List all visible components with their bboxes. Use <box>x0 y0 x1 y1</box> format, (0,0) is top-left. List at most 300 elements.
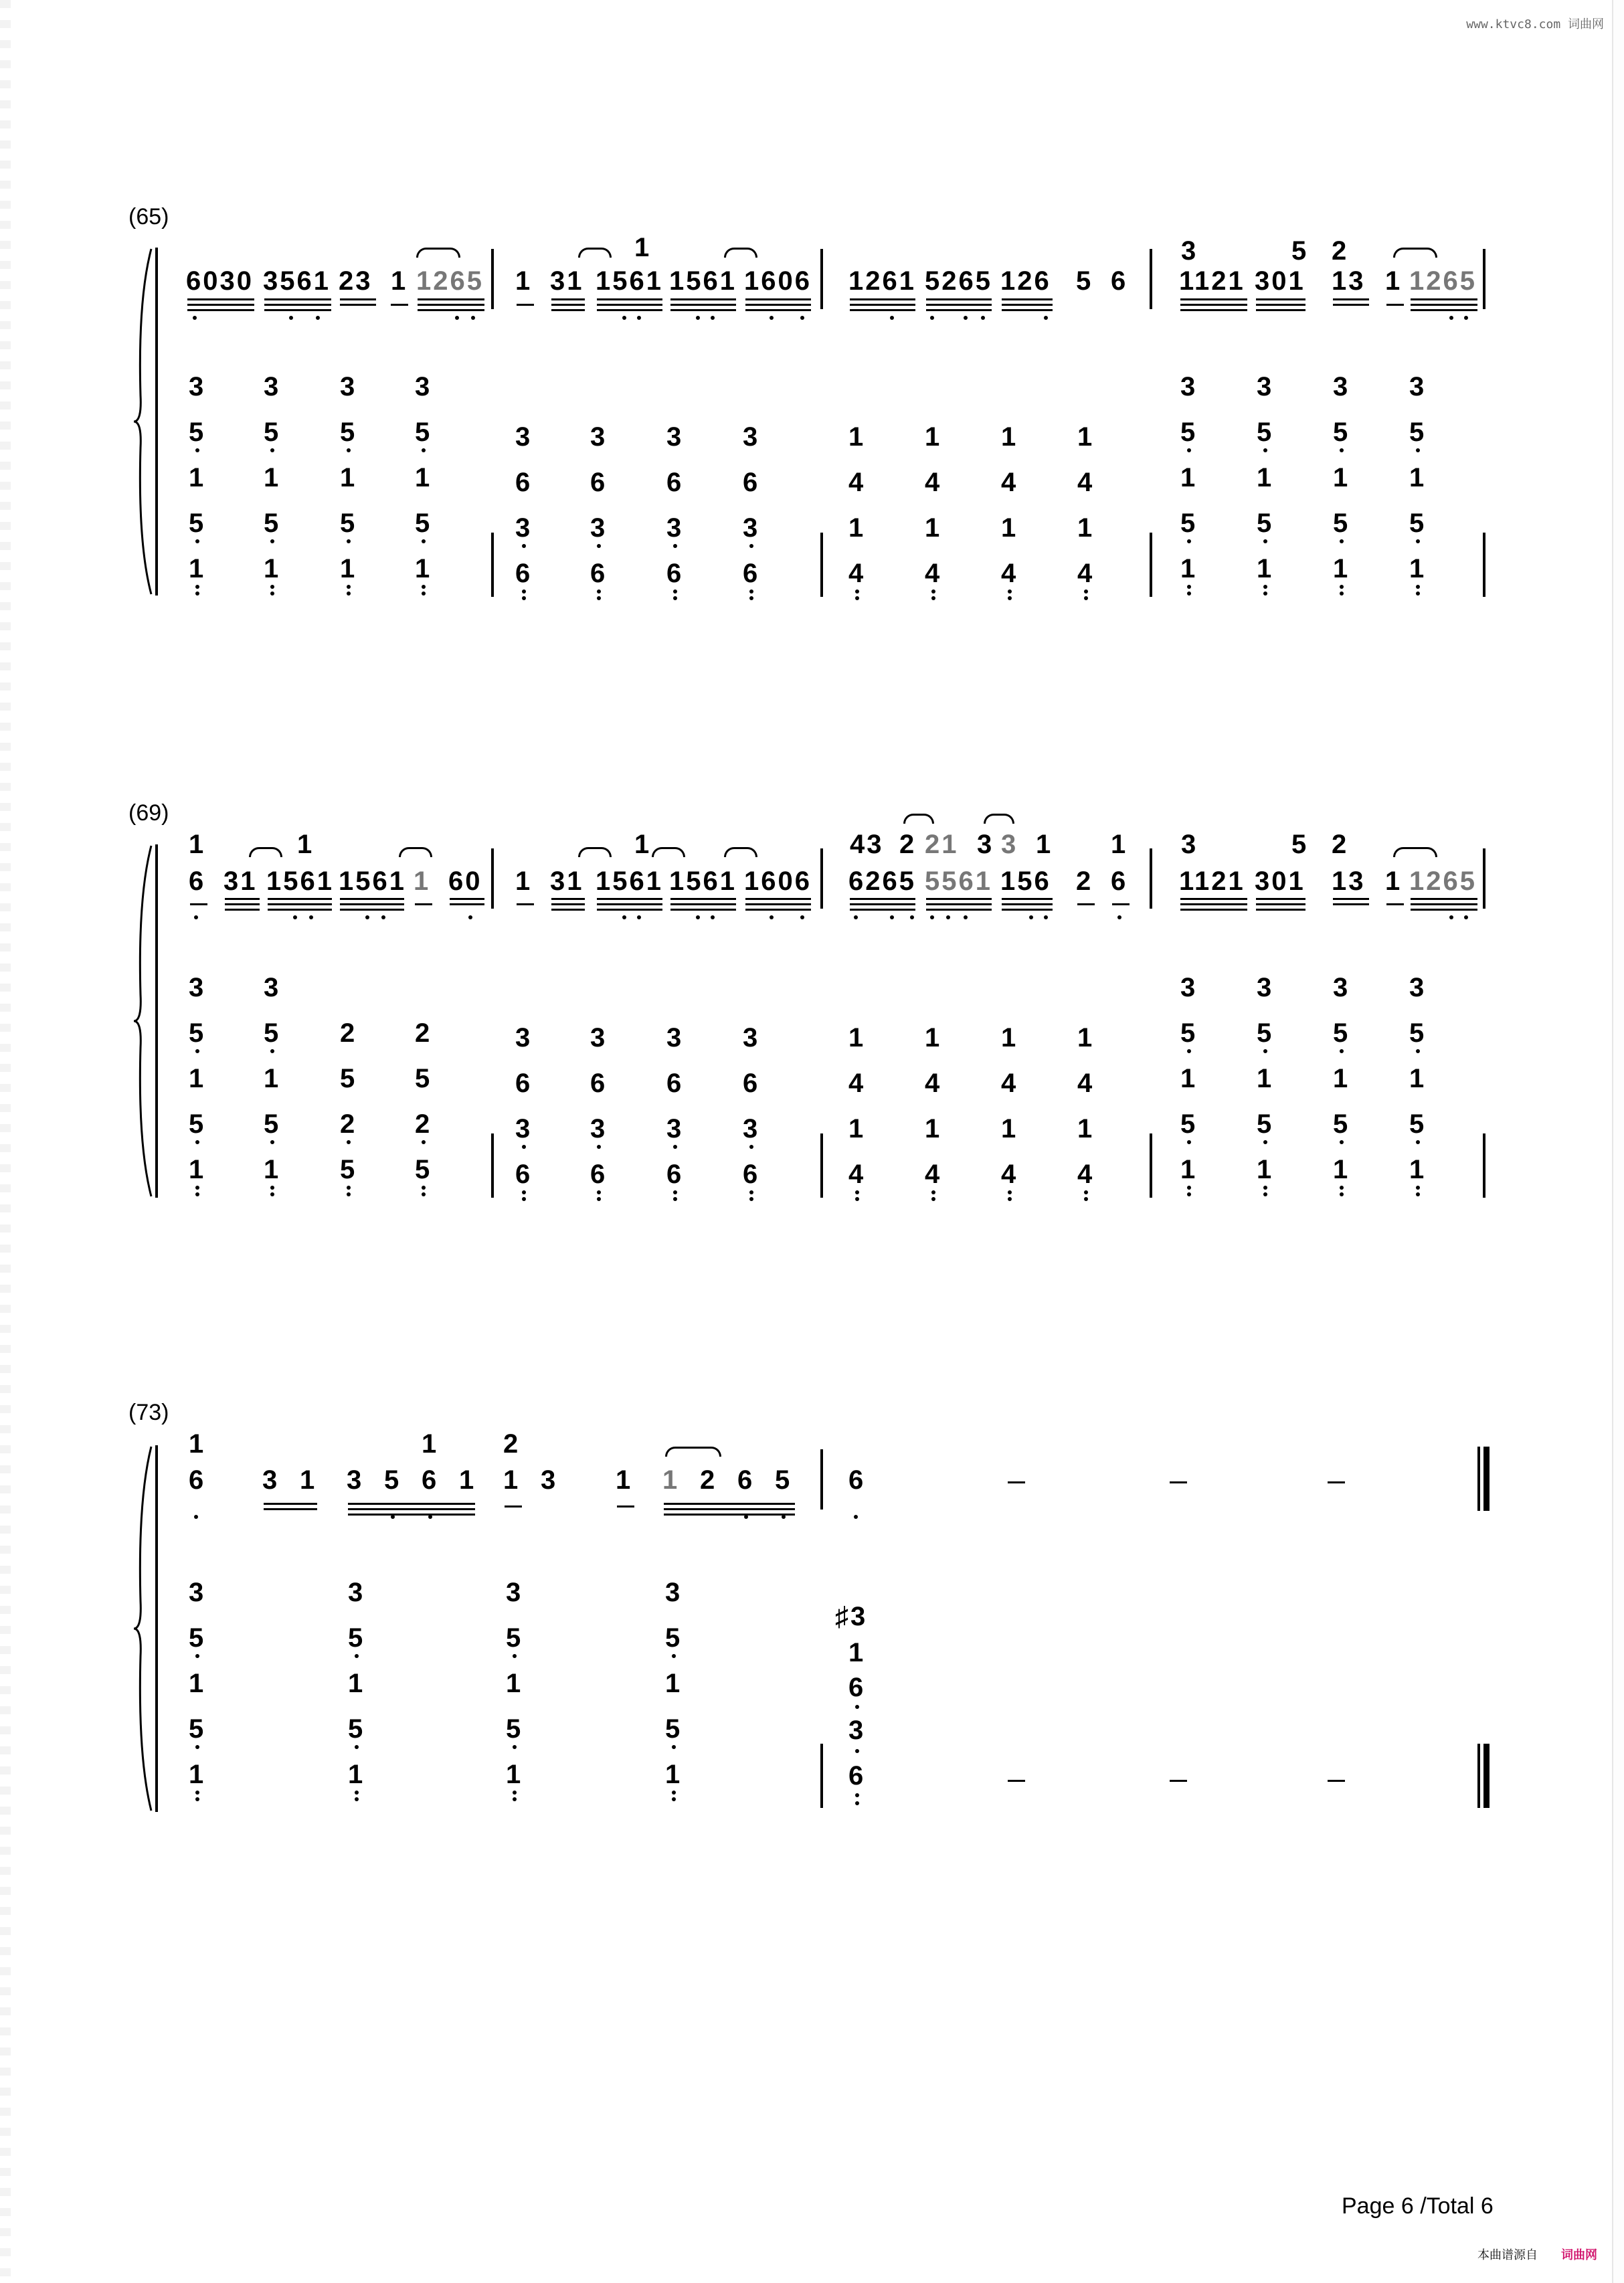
beam-underline <box>926 903 992 905</box>
tie-arc <box>1393 847 1437 857</box>
beam-underline <box>415 903 432 905</box>
octave-dot <box>522 1190 526 1194</box>
note-digit: 5 <box>264 1109 281 1139</box>
note-digit: 1606 <box>744 866 812 896</box>
octave-dot <box>855 596 859 600</box>
octave-dot <box>513 1654 517 1658</box>
octave-dot <box>513 1791 517 1795</box>
note-digit: 6 <box>666 467 684 497</box>
note-digit: 2 <box>1332 236 1349 266</box>
octave-dot <box>855 1705 859 1709</box>
note-digit: 3 <box>590 1022 608 1053</box>
tie-arc <box>652 847 685 857</box>
octave-dot <box>637 316 641 320</box>
note-digit: 1 <box>1409 554 1427 583</box>
octave-dot <box>673 1190 677 1194</box>
note-digit: 2 <box>340 1109 357 1139</box>
note-digit: 1 <box>1257 554 1274 583</box>
beam-underline <box>926 298 992 300</box>
note-digit: 6 <box>848 1761 866 1791</box>
octave-dot <box>195 1192 199 1196</box>
note-digit: 5 <box>264 509 281 538</box>
beam-underline <box>340 304 376 306</box>
beam-underline <box>664 1503 795 1505</box>
beam-underline <box>450 898 484 900</box>
note-digit: 1 <box>1409 463 1427 492</box>
note-digit: 1 <box>848 1022 866 1053</box>
octave-dot <box>347 539 351 543</box>
barline <box>1150 1133 1152 1198</box>
octave-dot <box>931 589 935 593</box>
beam-underline <box>1411 304 1477 306</box>
octave-dot <box>1187 585 1191 589</box>
note-digit: 1 <box>297 830 314 859</box>
note-digit: 3 <box>264 973 281 1002</box>
octave-dot <box>597 1190 601 1194</box>
octave-dot <box>931 1197 935 1201</box>
note-digit: 1 <box>391 266 408 296</box>
note-digit: 5 <box>189 1018 206 1048</box>
note-digit: 2 <box>415 1109 432 1139</box>
note-digit: 4 <box>848 1068 866 1098</box>
note-digit: 3 <box>590 513 608 543</box>
note-digit: 1 <box>348 1760 365 1789</box>
octave-dot <box>930 915 934 919</box>
note-digit: 1 <box>1333 463 1350 492</box>
page-edge-strip-right <box>1612 0 1624 2283</box>
beam-underline <box>850 909 915 911</box>
sustain-dash <box>1328 1780 1345 1782</box>
beam-underline <box>340 909 404 911</box>
beam-underline <box>1112 903 1130 905</box>
beam-underline <box>1002 309 1053 311</box>
beam-underline <box>391 304 408 306</box>
octave-dot <box>195 585 199 589</box>
note-digit: 5 <box>1333 509 1350 538</box>
tie-arc <box>724 248 757 258</box>
note-digit: 3 <box>347 1465 364 1495</box>
note-digit: 5 <box>1291 830 1309 859</box>
beam-underline <box>187 304 254 306</box>
note-digit: 21 <box>925 830 959 859</box>
beam-underline <box>1180 903 1247 905</box>
octave-dot <box>1263 585 1267 589</box>
note-digit: 4 <box>1077 1159 1095 1189</box>
note-digit: 5 <box>1180 1018 1198 1048</box>
note-digit: 1 <box>848 422 866 452</box>
note-digit: 1 <box>189 1760 206 1789</box>
note-digit: 1 <box>1180 554 1198 583</box>
note-digit: 31 <box>223 866 258 896</box>
note-digit: 1 <box>634 830 652 859</box>
note-digit: 3 <box>666 1113 684 1144</box>
note-digit: 3 <box>743 1113 760 1144</box>
octave-dot <box>744 1515 748 1519</box>
note-digit: 301 <box>1255 866 1305 896</box>
note-digit: 3 <box>590 1113 608 1144</box>
octave-dot <box>1464 915 1468 919</box>
note-digit: 6 <box>590 558 608 588</box>
octave-dot <box>1008 589 1012 593</box>
octave-dot <box>672 1654 676 1658</box>
note-digit: 1 <box>1257 463 1274 492</box>
octave-dot <box>1084 1197 1088 1201</box>
note-digit: 1 <box>300 1465 317 1495</box>
note-digit: 6 <box>590 467 608 497</box>
note-digit: 1 <box>1001 1022 1018 1053</box>
tie-arc <box>578 248 612 258</box>
note-digit: 1561 <box>266 866 334 896</box>
octave-dot <box>672 1745 676 1749</box>
note-digit: 1121 <box>1179 866 1245 896</box>
note-digit: 1606 <box>744 266 812 296</box>
note-digit: 1 <box>1036 830 1053 859</box>
note-digit: 1 <box>665 1760 683 1789</box>
note-digit: 4 <box>1077 1068 1095 1098</box>
note-digit: 3 <box>743 422 760 452</box>
note-digit: 1 <box>1409 1155 1427 1184</box>
note-digit: 43 <box>850 830 884 859</box>
note-digit: 1 <box>189 1155 206 1184</box>
note-digit: 1 <box>506 1669 523 1698</box>
barline <box>491 533 494 597</box>
beam-underline <box>1180 298 1247 300</box>
note-digit: 3 <box>348 1578 365 1607</box>
octave-dot <box>381 915 385 919</box>
note-digit: 4 <box>1001 1068 1018 1098</box>
octave-dot <box>270 1140 274 1144</box>
note-digit: ♯3 <box>835 1602 868 1631</box>
octave-dot <box>1449 915 1453 919</box>
note-digit: 1 <box>665 1669 683 1698</box>
note-digit: 1 <box>662 1465 680 1495</box>
beam-underline <box>850 903 915 905</box>
note-digit: 3 <box>848 1716 866 1745</box>
octave-dot <box>597 1145 601 1149</box>
note-digit: 1 <box>1333 1064 1350 1093</box>
octave-dot <box>471 316 475 320</box>
octave-dot <box>855 589 859 593</box>
octave-dot <box>195 448 199 452</box>
note-digit: 3 <box>1333 372 1350 401</box>
note-digit: 5 <box>340 509 357 538</box>
octave-dot <box>855 1801 859 1805</box>
note-digit: 5 <box>1333 1018 1350 1048</box>
note-digit: 3 <box>743 513 760 543</box>
note-digit: 1 <box>348 1669 365 1698</box>
note-digit: 5 <box>340 418 357 447</box>
note-digit: 3561 <box>263 266 331 296</box>
octave-dot <box>696 915 700 919</box>
beam-underline <box>264 298 331 300</box>
octave-dot <box>673 544 677 548</box>
beam-underline <box>348 1508 475 1510</box>
barline <box>1483 533 1485 597</box>
note-digit: 5 <box>1257 1109 1274 1139</box>
note-digit: 6 <box>515 558 533 588</box>
note-digit: 3 <box>1257 372 1274 401</box>
beam-underline <box>517 304 534 306</box>
beam-underline <box>745 304 811 306</box>
octave-dot <box>770 915 774 919</box>
note-digit: 6 <box>743 1068 760 1098</box>
beam-underline <box>187 298 254 300</box>
octave-dot <box>1187 448 1191 452</box>
note-digit: 2 <box>899 830 917 859</box>
note-digit: 1121 <box>1179 266 1245 296</box>
beam-underline <box>1333 298 1369 300</box>
tie-arc <box>416 248 460 258</box>
beam-underline <box>1002 298 1053 300</box>
beam-underline <box>418 309 484 311</box>
octave-dot <box>422 591 426 596</box>
note-digit: 5 <box>189 1109 206 1139</box>
header-url: www.ktvc8.com 词曲网 <box>1466 17 1604 31</box>
beam-underline <box>551 309 585 311</box>
note-digit: 1 <box>414 866 431 896</box>
note-digit: 3 <box>506 1578 523 1607</box>
note-digit: 4 <box>925 467 942 497</box>
note-digit: 6 <box>848 1673 866 1702</box>
note-digit: 6 <box>848 1465 866 1495</box>
note-digit: 3 <box>666 422 684 452</box>
octave-dot <box>1263 591 1267 596</box>
note-digit: 1 <box>340 463 357 492</box>
octave-dot <box>782 1515 786 1519</box>
beam-underline <box>850 304 915 306</box>
beam-underline <box>1333 898 1369 900</box>
barline <box>820 848 823 909</box>
beam-underline <box>551 298 585 300</box>
beam-underline <box>264 309 331 311</box>
octave-dot <box>270 585 274 589</box>
octave-dot <box>696 316 700 320</box>
octave-dot <box>195 1654 199 1658</box>
note-digit: 5 <box>1180 1109 1198 1139</box>
octave-dot <box>1449 316 1453 320</box>
octave-dot <box>1187 1140 1191 1144</box>
note-digit: 1 <box>848 1638 866 1667</box>
barline <box>491 848 494 909</box>
note-digit: 1561 <box>596 266 663 296</box>
note-digit: 1 <box>340 554 357 583</box>
note-digit: 5 <box>1257 418 1274 447</box>
note-digit: 1 <box>925 422 942 452</box>
beam-underline <box>418 304 484 306</box>
note-digit: 1 <box>189 1429 206 1459</box>
octave-dot <box>749 1190 753 1194</box>
octave-dot <box>428 1515 432 1519</box>
note-digit: 1 <box>1001 422 1018 452</box>
octave-dot <box>347 591 351 596</box>
octave-dot <box>890 915 894 919</box>
octave-dot <box>270 591 274 596</box>
sustain-dash <box>1008 1481 1025 1483</box>
note-digit: 1 <box>1180 463 1198 492</box>
beam-underline <box>1386 903 1404 905</box>
note-digit: 3 <box>1333 973 1350 1002</box>
note-digit: 3 <box>189 1578 206 1607</box>
note-digit: 5 <box>189 1714 206 1744</box>
note-digit: 4 <box>1001 558 1018 588</box>
grand-staff-brace <box>131 248 158 596</box>
note-digit: 1 <box>1257 1064 1274 1093</box>
note-digit: 3 <box>1180 372 1198 401</box>
note-digit: 1 <box>848 1113 866 1144</box>
note-digit: 3 <box>1181 830 1198 859</box>
note-digit: 1 <box>264 1155 281 1184</box>
note-digit: 4 <box>1077 467 1095 497</box>
octave-dot <box>749 589 753 593</box>
note-digit: 5 <box>415 1155 432 1184</box>
beam-underline <box>340 903 404 905</box>
note-digit: 6 <box>666 1068 684 1098</box>
beam-underline <box>1002 898 1053 900</box>
note-digit: 4 <box>925 1159 942 1189</box>
beam-underline <box>745 909 811 911</box>
octave-dot <box>637 915 641 919</box>
octave-dot <box>455 316 459 320</box>
beam-underline <box>340 298 376 300</box>
note-digit: 3 <box>665 1578 683 1607</box>
octave-dot <box>1416 448 1420 452</box>
octave-dot <box>672 1797 676 1801</box>
octave-dot <box>749 544 753 548</box>
note-digit: 1 <box>189 1669 206 1698</box>
note-digit: 5 <box>775 1465 792 1495</box>
note-digit: 1 <box>503 1465 521 1495</box>
note-digit: 1 <box>1077 1022 1095 1053</box>
octave-dot <box>1187 539 1191 543</box>
note-digit: 6 <box>422 1465 439 1495</box>
note-digit: 3 <box>340 372 357 401</box>
note-digit: 3 <box>189 973 206 1002</box>
octave-dot <box>1263 1049 1267 1053</box>
beam-underline <box>850 309 915 311</box>
note-digit: 1 <box>925 1022 942 1053</box>
octave-dot <box>1084 596 1088 600</box>
note-digit: 1 <box>1385 266 1403 296</box>
beam-underline <box>1180 309 1247 311</box>
beam-underline <box>926 898 992 900</box>
note-digit: 5 <box>1409 509 1427 538</box>
beam-underline <box>597 309 662 311</box>
note-digit: 1 <box>925 1113 942 1144</box>
note-digit: 3 <box>515 1113 533 1144</box>
octave-dot <box>1340 539 1344 543</box>
octave-dot <box>522 596 526 600</box>
note-digit: 6 <box>515 467 533 497</box>
note-digit: 5 <box>189 418 206 447</box>
beam-underline <box>1333 304 1369 306</box>
octave-dot <box>855 1749 859 1753</box>
note-digit: 1 <box>848 513 866 543</box>
octave-dot <box>964 915 968 919</box>
octave-dot <box>855 1190 859 1194</box>
barline <box>1483 1133 1485 1198</box>
beam-underline <box>597 909 662 911</box>
note-digit: 4 <box>925 558 942 588</box>
octave-dot <box>270 1049 274 1053</box>
note-digit: 156 <box>1000 866 1051 896</box>
beam-underline <box>670 298 736 300</box>
page-edge-strip-left <box>0 0 11 2283</box>
octave-dot <box>1084 1190 1088 1194</box>
octave-dot <box>981 316 985 320</box>
octave-dot <box>1187 1049 1191 1053</box>
note-digit: 6265 <box>848 866 916 896</box>
note-digit: 6 <box>515 1068 533 1098</box>
note-digit: 1 <box>1333 1155 1350 1184</box>
note-digit: 3 <box>1180 973 1198 1002</box>
note-digit: 4 <box>848 1159 866 1189</box>
beam-underline <box>348 1514 475 1516</box>
octave-dot <box>964 316 968 320</box>
octave-dot <box>513 1797 517 1801</box>
beam-underline <box>225 903 260 905</box>
barline <box>820 1133 823 1198</box>
tie-arc <box>249 847 282 857</box>
octave-dot <box>1340 1049 1344 1053</box>
note-digit: 6 <box>743 467 760 497</box>
octave-dot <box>193 316 197 320</box>
beam-underline <box>1411 903 1477 905</box>
sustain-dash <box>1328 1481 1345 1483</box>
note-digit: 2 <box>1332 830 1349 859</box>
note-digit: 5 <box>1409 418 1427 447</box>
page-counter: Page 6 /Total 6 <box>1342 2193 1494 2219</box>
source-label: 本曲谱源自 <box>1477 2248 1538 2262</box>
beam-underline <box>187 309 254 311</box>
octave-dot <box>194 1515 198 1519</box>
beam-underline <box>1002 304 1053 306</box>
beam-underline <box>268 909 332 911</box>
note-digit: 3 <box>666 513 684 543</box>
octave-dot <box>673 1197 677 1201</box>
octave-dot <box>711 915 715 919</box>
octave-dot <box>355 1654 359 1658</box>
beam-underline <box>926 309 992 311</box>
beam-underline <box>597 298 662 300</box>
note-digit: 4 <box>1001 1159 1018 1189</box>
beam-underline <box>450 903 484 905</box>
note-digit: 1 <box>1077 513 1095 543</box>
octave-dot <box>293 915 297 919</box>
octave-dot <box>422 539 426 543</box>
grand-staff-brace <box>131 1445 158 1812</box>
barline <box>491 1133 494 1198</box>
octave-dot <box>1008 1190 1012 1194</box>
note-digit: 5 <box>506 1714 523 1744</box>
octave-dot <box>270 539 274 543</box>
octave-dot <box>1340 591 1344 596</box>
beam-underline <box>551 909 585 911</box>
octave-dot <box>1263 1192 1267 1196</box>
note-digit: 13 <box>1332 266 1366 296</box>
note-digit: 1 <box>925 513 942 543</box>
note-digit: 5 <box>415 418 432 447</box>
beam-underline <box>1411 898 1477 900</box>
note-digit: 3 <box>541 1465 558 1495</box>
octave-dot <box>522 1197 526 1201</box>
octave-dot <box>347 1192 351 1196</box>
beam-underline <box>1411 298 1477 300</box>
note-digit: 5 <box>1076 266 1093 296</box>
octave-dot <box>347 585 351 589</box>
note-digit: 6 <box>189 866 206 896</box>
beam-underline <box>850 298 915 300</box>
note-digit: 6 <box>666 558 684 588</box>
